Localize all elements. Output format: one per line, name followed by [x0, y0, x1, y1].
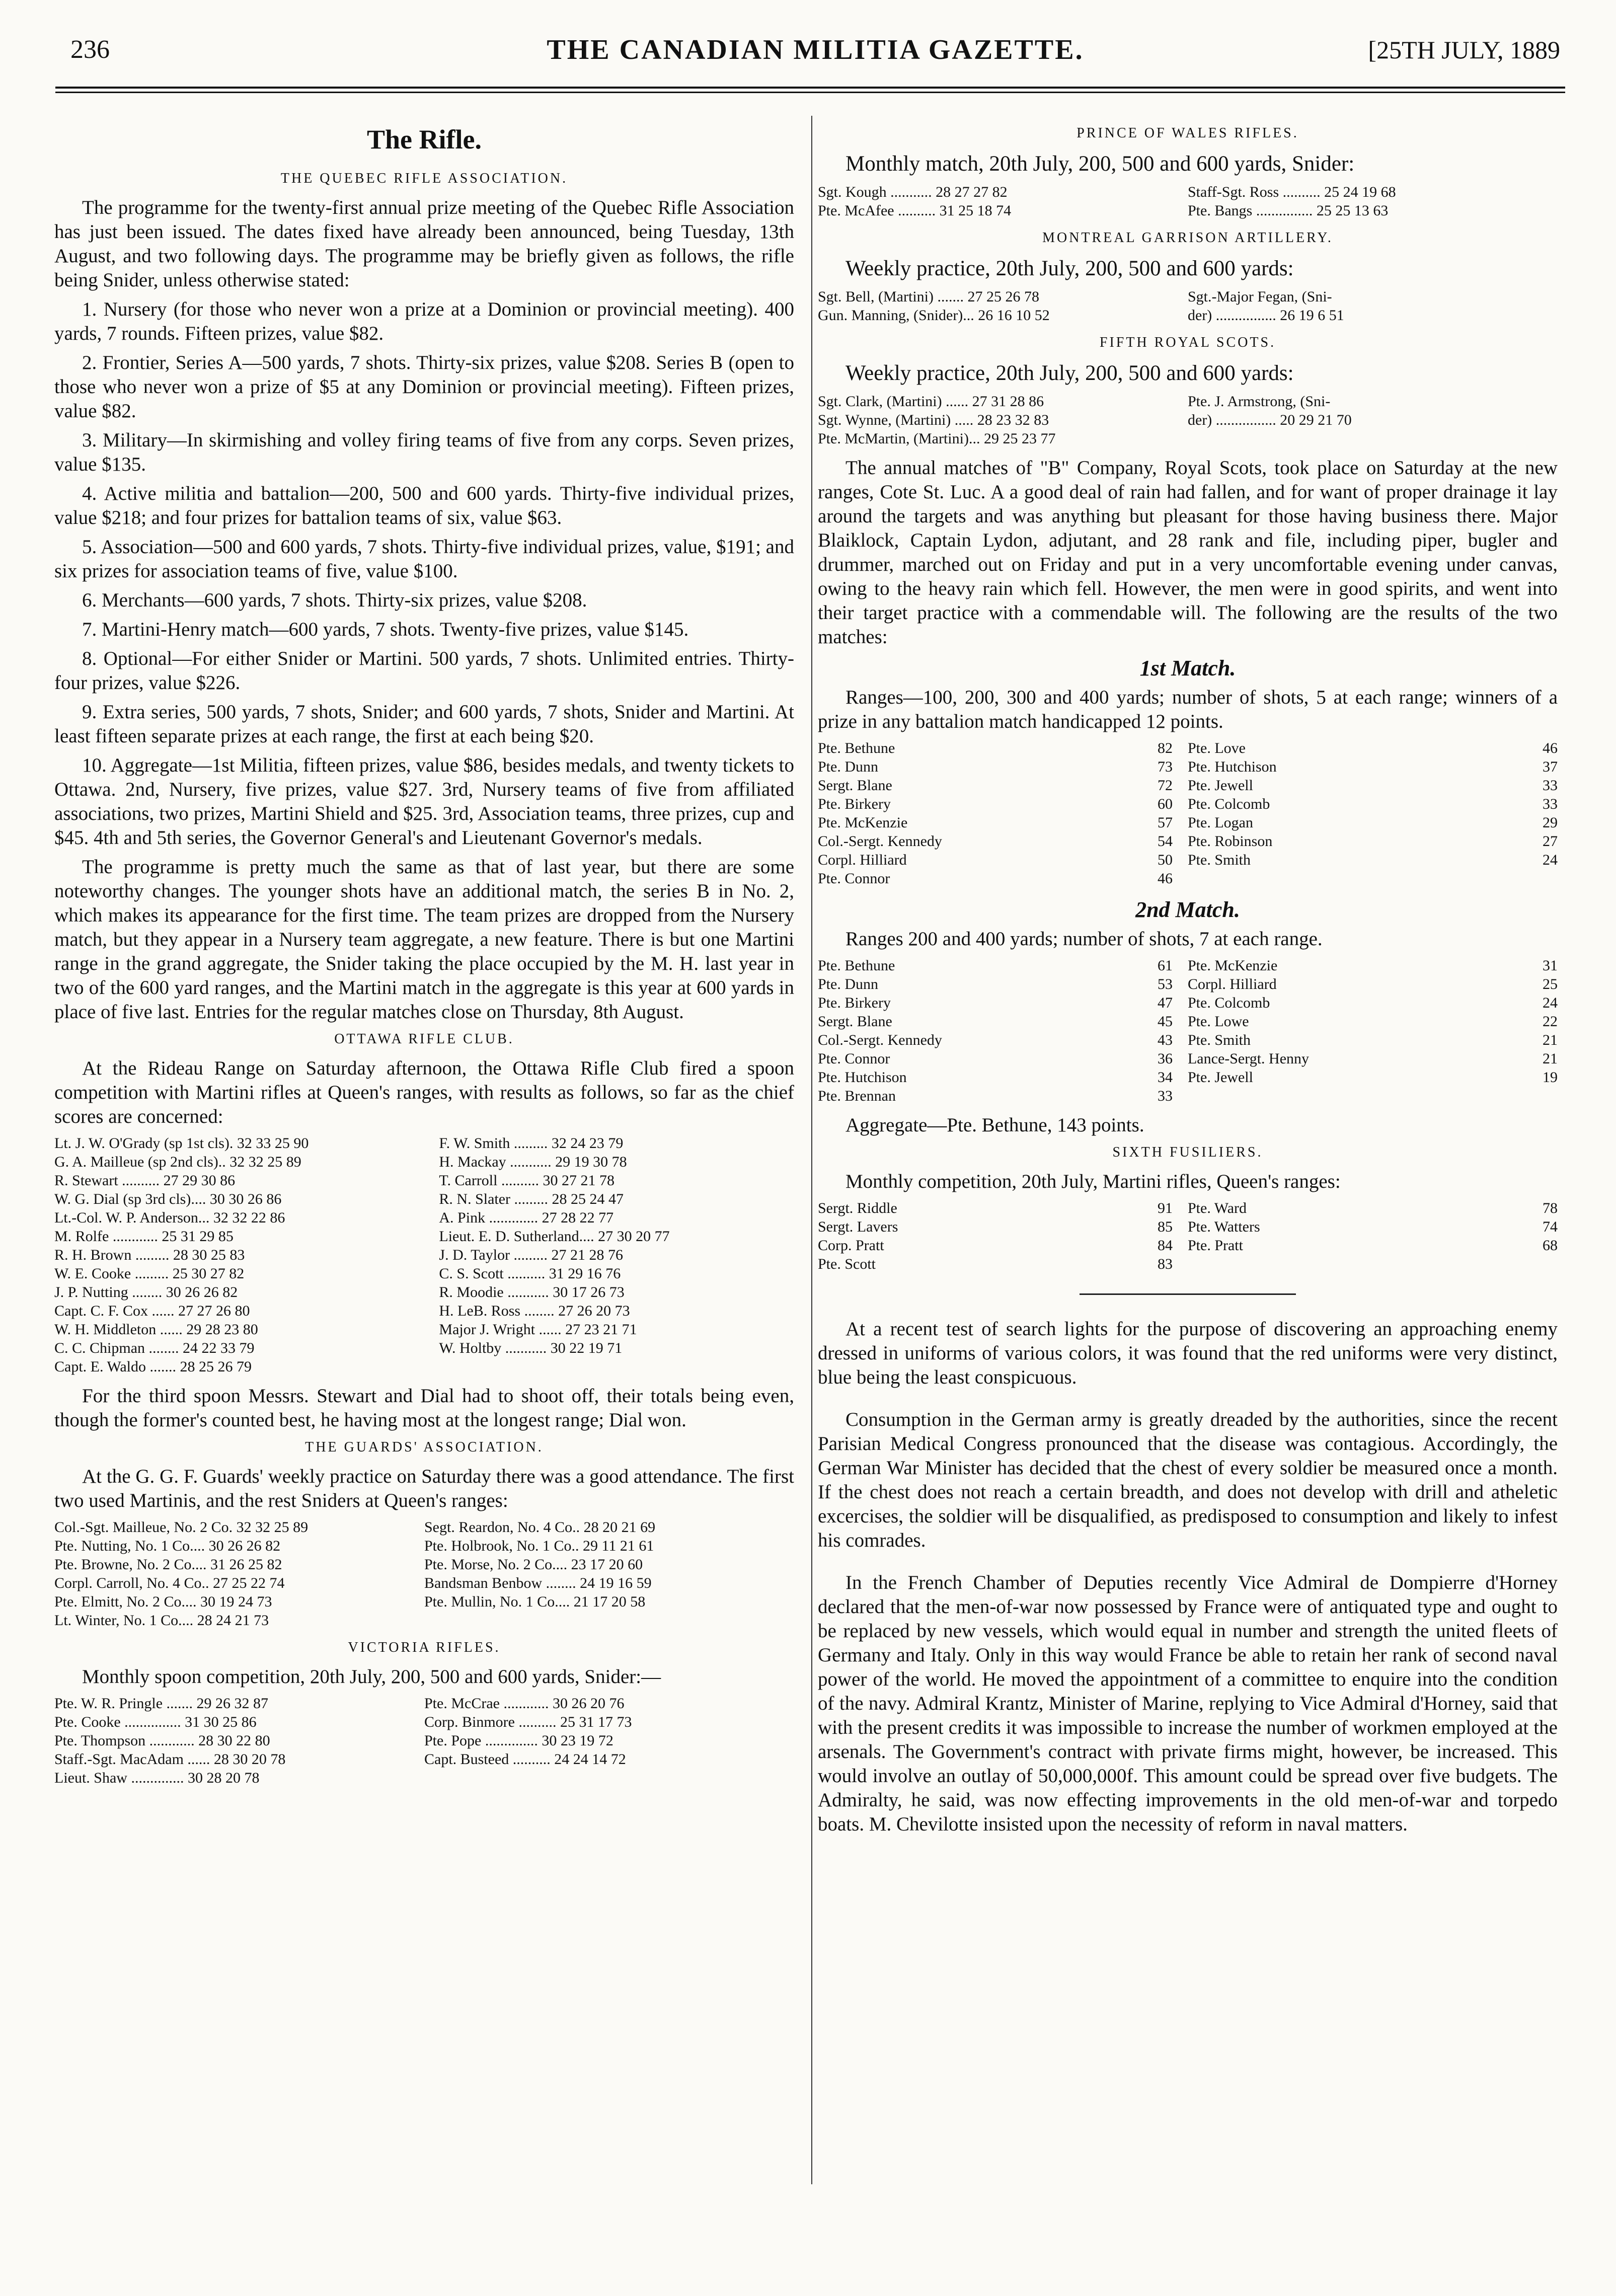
competitor-name: Lance-Sergt. Henny [1187, 1050, 1310, 1067]
competitor-score: 25 [1543, 976, 1558, 992]
table-cell [1188, 429, 1558, 448]
table-cell: Sgt. Wynne, (Martini) ..... 28 23 32 83 [818, 412, 1049, 428]
table-cell: Sgt. Kough ........... 28 27 27 82 [818, 184, 1008, 200]
competitor-score: 45 [1157, 1013, 1173, 1030]
competitor-name: Pte. Pratt [1187, 1237, 1243, 1254]
table-cell: R. N. Slater ......... 28 25 24 47 [439, 1191, 624, 1207]
competitor-name: Pte. Brennan [818, 1088, 896, 1104]
paragraph-french-navy: In the French Chamber of Deputies recently Vice Admiral de Dompierre d'Horney declared that the men-of-war now possessed by France were of antiquated type and ought to be replaced by new vessels, which would equal in number and strength the united fleets of Germany and Italy. Only in this way would France be able to retain her rank of second naval power of the world. He moved the appointment of a committee to enquire into the condition of the navy. Admiral Krantz, Minister of Marine, replying to Vice Admiral d'Horney, said that with the present credits it was impossible to increase the number of workmen employed at the arsenals. The Government's contract with private firms might, however, be increased. This would involve an outlay of 50,000,000f. This amount could be spread over five budgets. The Admiralty, he said, was now effecting improvements in the old men-of-war and torpedo boats. M. Chevilotte insisted upon the necessity of reform in naval matters. [818, 1572, 1558, 1835]
table-row [818, 993, 1558, 1012]
competitor-score: 54 [1157, 833, 1173, 850]
table-row [818, 183, 1558, 201]
table-row [818, 1199, 1558, 1217]
competitor-score: 68 [1543, 1237, 1558, 1254]
competitor-score: 50 [1157, 852, 1173, 868]
competitor-score: 33 [1543, 777, 1558, 794]
table-row [818, 813, 1558, 832]
table-cell: R. Stewart .......... 27 29 30 86 [54, 1172, 236, 1189]
section-heading-pwr: PRINCE OF WALES RIFLES. [1076, 125, 1299, 141]
section-heading-mga: MONTREAL GARRISON ARTILLERY. [1042, 230, 1333, 246]
section-heading-guards: THE GUARDS' ASSOCIATION. [305, 1439, 544, 1455]
header-rule-thin [55, 92, 1565, 93]
table-row [818, 739, 1558, 757]
table-cell: Lt.-Col. W. P. Anderson... 32 32 22 86 [54, 1209, 285, 1226]
table-cell: C. C. Chipman ........ 24 22 33 79 [54, 1340, 255, 1356]
table-cell: R. H. Brown ......... 28 30 25 83 [54, 1247, 245, 1263]
victoria-score-table [54, 1694, 794, 1787]
competitor-score: 21 [1543, 1050, 1558, 1067]
match-1-subtitle: Ranges—100, 200, 300 and 400 yards; number of shots, 5 at each range; winners of a prize in any battalion match handicapped 12 points. [818, 686, 1558, 732]
table-cell: M. Rolfe ............ 25 31 29 85 [54, 1228, 234, 1245]
competitor-name: Pte. Watters [1187, 1218, 1260, 1235]
competitor-name: Pte. Smith [1187, 852, 1251, 868]
pwr-subtitle: Monthly match, 20th July, 200, 500 and 600 yards, Snider: [845, 152, 1355, 176]
table-cell: W. H. Middleton ...... 29 28 23 80 [54, 1321, 258, 1338]
competitor-name: Pte. Connor [818, 1050, 890, 1067]
competitor-name: Pte. Birkery [818, 994, 891, 1011]
masthead-title: THE CANADIAN MILITIA GAZETTE. [547, 34, 1084, 65]
table-row [818, 832, 1558, 851]
section-heading-sf: SIXTH FUSILIERS. [1112, 1144, 1263, 1160]
competitor-score: 60 [1157, 796, 1173, 812]
qra-paragraph: 10. Aggregate—1st Militia, fifteen prizes, value $86, besides medals, and twenty tickets to Ottawa. 2nd, Nursery, five prizes, value $27. 3rd, Nursery teams of five from affiliated associations, two prizes, Martini Shield and $25. 3rd, Association teams, three prizes, cup and $45. 4th and 5th series, the Governor General's and Lieutenant Governor's medals. [54, 754, 794, 849]
table-cell: W. E. Cooke ......... 25 30 27 82 [54, 1265, 245, 1282]
aggregate-line: Aggregate—Pte. Bethune, 143 points. [845, 1114, 1144, 1136]
qra-paragraph: 9. Extra series, 500 yards, 7 shots, Snider; and 600 yards, 7 shots, Snider and Martini. At least fifteen separate prizes at each range, the first at each being $20. [54, 701, 794, 747]
table-row [818, 1031, 1558, 1049]
competitor-name: Sergt. Blane [818, 1013, 892, 1030]
section-heading-frs: FIFTH ROYAL SCOTS. [1099, 335, 1276, 350]
sf-subtitle: Monthly competition, 20th July, Martini rifles, Queen's ranges: [845, 1171, 1341, 1192]
table-row [818, 757, 1558, 776]
competitor-score: 24 [1543, 994, 1558, 1011]
table-row [54, 1246, 794, 1264]
competitor-score: 36 [1157, 1050, 1173, 1067]
competitor-name: Pte. Dunn [818, 976, 878, 992]
competitor-score: 34 [1157, 1069, 1173, 1086]
table-cell: Capt. Busteed .......... 24 24 14 72 [424, 1751, 626, 1768]
table-cell: Sgt. Bell, (Martini) ....... 27 25 26 78 [818, 288, 1039, 305]
article-title: The Rifle. [367, 124, 482, 155]
table-row [818, 429, 1558, 448]
competitor-name: Sergt. Lavers [818, 1218, 898, 1235]
table-cell: G. A. Mailleue (sp 2nd cls).. 32 32 25 89 [54, 1154, 301, 1170]
right-column [818, 123, 1558, 1842]
competitor-name: Pte. Smith [1187, 1032, 1251, 1048]
competitor-name: Pte. Logan [1187, 814, 1253, 831]
competitor-score: 61 [1157, 957, 1173, 974]
table-cell: Pte. Holbrook, No. 1 Co.. 29 11 21 61 [424, 1538, 654, 1554]
competitor-name: Pte. Dunn [818, 758, 878, 775]
table-row [54, 1518, 794, 1537]
competitor-score: 43 [1157, 1032, 1173, 1048]
table-cell: H. Mackay ........... 29 19 30 78 [439, 1154, 627, 1170]
table-row [54, 1611, 794, 1630]
competitor-score: 31 [1543, 957, 1558, 974]
qra-paragraph: 3. Military—In skirmishing and volley firing teams of five from any corps. Seven prizes, value $135. [54, 429, 794, 475]
competitor-name [1188, 1255, 1454, 1273]
table-row [54, 1339, 794, 1357]
table-cell: Pte. McMartin, (Martini)... 29 25 23 77 [818, 430, 1056, 447]
table-cell [424, 1769, 794, 1787]
competitor-score: 74 [1543, 1218, 1558, 1235]
sf-score-table [818, 1199, 1558, 1273]
frs-paragraph: The annual matches of "B" Company, Royal Scots, took place on Saturday at the new ranges, Cote St. Luc. A a good deal of rain had fallen, and for want of proper drainage it lay around the targets and was anything but pleasant for those having business there. Major Blaiklock, Captain Lydon, adjutant, and 28 rank and file, including piper, bugler and drummer, marched out on Friday and put in a very uncomfortable evening under canvas, owing to the heavy rain which fell. However, the men were in good spirits, and went into their target practice with a commendable will. The following are the results of the two matches: [818, 457, 1558, 648]
table-row [54, 1302, 794, 1320]
table-row [818, 975, 1558, 993]
competitor-name: Pte. Ward [1187, 1200, 1247, 1216]
table-cell: Lieut. E. D. Sutherland.... 27 30 20 77 [439, 1228, 670, 1245]
competitor-name: Col.-Sergt. Kennedy [818, 833, 942, 850]
competitor-score: 78 [1543, 1200, 1558, 1216]
section-divider [1080, 1293, 1296, 1295]
section-heading-qra: THE QUEBEC RIFLE ASSOCIATION. [280, 171, 568, 186]
competitor-name: Pte. Connor [818, 870, 890, 887]
match-2-heading: 2nd Match. [1135, 897, 1240, 922]
qra-paragraph: 1. Nursery (for those who never won a prize at a Dominion or provincial meeting). 400 yards, 7 rounds. Fifteen prizes, value $82. [54, 298, 794, 344]
table-row [818, 1012, 1558, 1031]
table-cell: W. Holtby ........... 30 22 19 71 [439, 1340, 623, 1356]
table-cell: C. S. Scott .......... 31 29 16 76 [439, 1265, 621, 1282]
table-row [818, 869, 1558, 888]
table-cell: W. G. Dial (sp 3rd cls).... 30 30 26 86 [54, 1191, 282, 1207]
competitor-score: 21 [1543, 1032, 1558, 1048]
competitor-name: Sergt. Riddle [818, 1200, 897, 1216]
match-2-subtitle: Ranges 200 and 400 yards; number of shots, 7 at each range. [845, 928, 1323, 950]
competitor-name: Pte. Hutchison [818, 1069, 907, 1086]
table-row [54, 1227, 794, 1246]
competitor-score: 33 [1157, 1088, 1173, 1104]
table-cell: R. Moodie ........... 30 17 26 73 [439, 1284, 625, 1300]
competitor-name: Pte. Birkery [818, 796, 891, 812]
table-cell: Major J. Wright ...... 27 23 21 71 [439, 1321, 637, 1338]
table-row [818, 1049, 1558, 1068]
table-cell [424, 1611, 794, 1630]
table-row [54, 1153, 794, 1171]
table-row [818, 1217, 1558, 1236]
table-cell: Col.-Sgt. Mailleue, No. 2 Co. 32 32 25 89 [54, 1519, 309, 1536]
competitor-name: Pte. McKenzie [818, 814, 908, 831]
qra-paragraph: 8. Optional—For either Snider or Martini. 500 yards, 7 shots. Unlimited entries. Thirty-four prizes, value $226. [54, 648, 794, 694]
guards-intro: At the G. G. F. Guards' weekly practice on Saturday there was a good attendance. The first two used Martinis, and the rest Sniders at Queen's ranges: [54, 1466, 794, 1511]
table-cell: Pte. Elmitt, No. 2 Co.... 30 19 24 73 [54, 1593, 272, 1610]
table-cell: J. D. Taylor ......... 27 21 28 76 [439, 1247, 624, 1263]
table-cell: Pte. McAfee .......... 31 25 18 74 [818, 202, 1012, 219]
match-1-heading: 1st Match. [1139, 656, 1236, 680]
table-cell: Pte. Mullin, No. 1 Co.... 21 17 20 58 [424, 1593, 646, 1610]
header-rule [55, 87, 1565, 89]
guards-score-table [54, 1518, 794, 1630]
competitor-score: 46 [1543, 740, 1558, 756]
left-column [54, 123, 794, 1795]
table-cell: Staff-Sgt. Ross .......... 25 24 19 68 [1188, 184, 1396, 200]
competitor-score: 91 [1157, 1200, 1173, 1216]
table-row [54, 1713, 794, 1731]
table-row [54, 1357, 794, 1376]
table-cell: der) ................ 26 19 6 51 [1188, 307, 1344, 324]
competitor-name: Pte. Scott [818, 1256, 876, 1272]
mga-score-table [818, 287, 1558, 325]
frs-score-table [818, 392, 1558, 448]
table-row [818, 201, 1558, 220]
table-cell: Pte. Thompson ............ 28 30 22 80 [54, 1732, 270, 1749]
table-row [54, 1750, 794, 1769]
qra-paragraph: The programme is pretty much the same as that of last year, but there are some noteworthy changes. The younger shots have an additional match, the series B in No. 2, which makes its appearance for the first time. The team prizes are dropped from the Nursery match, but they appear in a Nursery team aggregate, a new feature. There is but one Martini range in the grand aggregate, the Snider taking the place occupied by the M. H. last year in two of the 600 yard ranges, and the Martini match in the aggregate is this year at 600 yards in place of five last. Entries for the regular matches close on Thursday, 8th August. [54, 856, 794, 1023]
competitor-name: Corpl. Hilliard [1187, 976, 1277, 992]
competitor-score: 33 [1543, 796, 1558, 812]
table-cell: Pte. Morse, No. 2 Co.... 23 17 20 60 [424, 1556, 643, 1573]
competitor-name: Pte. Love [1187, 740, 1246, 756]
table-cell: Pte. Browne, No. 2 Co.... 31 26 25 82 [54, 1556, 282, 1573]
page-header [70, 34, 1560, 78]
table-cell: Corpl. Carroll, No. 4 Co.. 27 25 22 74 [54, 1575, 285, 1591]
table-row [818, 392, 1558, 411]
table-row [818, 1087, 1558, 1105]
table-row [54, 1731, 794, 1750]
orc-footer: For the third spoon Messrs. Stewart and Dial had to shoot off, their totals being even, though the former's counted best, he having most at the longest range; Dial won. [54, 1385, 794, 1431]
table-row [54, 1694, 794, 1713]
table-cell: Gun. Manning, (Snider)... 26 16 10 52 [818, 307, 1050, 324]
table-row [818, 1068, 1558, 1087]
competitor-name: Pte. Jewell [1187, 1069, 1253, 1086]
table-row [54, 1190, 794, 1208]
competitor-name: Pte. Bethune [818, 740, 895, 756]
table-cell: Pte. Pope .............. 30 23 19 72 [424, 1732, 613, 1749]
qra-programme [54, 196, 794, 1024]
table-cell: Capt. C. F. Cox ...... 27 27 26 80 [54, 1303, 250, 1319]
competitor-score: 83 [1157, 1256, 1173, 1272]
qra-paragraph: 2. Frontier, Series A—500 yards, 7 shots. Thirty-six prizes, value $208. Series B (open to those who never won a prize of $5 at any Dominion or provincial meeting). Fifteen prizes, value $82. [54, 352, 794, 422]
section-heading-victoria: VICTORIA RIFLES. [348, 1640, 501, 1655]
table-cell: Lt. J. W. O'Grady (sp 1st cls). 32 33 25 90 [54, 1135, 309, 1152]
qra-paragraph: 7. Martini-Henry match—600 yards, 7 shots. Twenty-five prizes, value $145. [82, 619, 689, 640]
competitor-score: 29 [1543, 814, 1558, 831]
table-cell: Capt. E. Waldo ....... 28 25 26 79 [54, 1358, 252, 1375]
orc-intro: At the Rideau Range on Saturday afternoon, the Ottawa Rifle Club fired a spoon competition with Martini rifles at Queen's ranges, with results as follows, so far as the chief scores are concerned: [54, 1057, 794, 1127]
competitor-name: Pte. McKenzie [1187, 957, 1278, 974]
competitor-name: Pte. Robinson [1187, 833, 1273, 850]
paragraph-searchlights: At a recent test of search lights for the purpose of discovering an approaching enemy dressed in uniforms of various colors, it was found that the red uniforms were very distinct, blue being the least conspicuous. [818, 1318, 1558, 1388]
table-cell: H. LeB. Ross ........ 27 26 20 73 [439, 1303, 630, 1319]
competitor-name: Corpl. Hilliard [818, 852, 907, 868]
competitor-score: 24 [1543, 852, 1558, 868]
competitor-score: 72 [1157, 777, 1173, 794]
qra-paragraph: The programme for the twenty-first annual prize meeting of the Quebec Rifle Association has just been issued. The dates fixed have already been announced, being Tuesday, 13th August, and two following days. The programme may be briefly given as follows, the rifle being Snider, unless otherwise stated: [54, 197, 794, 291]
section-heading-orc: OTTAWA RIFLE CLUB. [334, 1031, 514, 1047]
table-row [54, 1555, 794, 1574]
table-row [818, 956, 1558, 975]
competitor-score: 57 [1157, 814, 1173, 831]
table-cell: Sgt.-Major Fegan, (Sni- [1188, 288, 1332, 305]
table-row [54, 1264, 794, 1283]
competitor-name: Pte. Bethune [818, 957, 895, 974]
competitor-name: Pte. Hutchison [1187, 758, 1277, 775]
table-row [54, 1134, 794, 1153]
table-cell: Pte. McCrae ............ 30 26 20 76 [424, 1695, 625, 1712]
competitor-name: Pte. Lowe [1187, 1013, 1249, 1030]
match-2-score-table [818, 956, 1558, 1105]
table-row [818, 776, 1558, 795]
competitor-name: Pte. Jewell [1187, 777, 1253, 794]
competitor-name: Pte. Colcomb [1187, 796, 1270, 812]
table-cell: Staff.-Sgt. MacAdam ...... 28 30 20 78 [54, 1751, 286, 1768]
qra-paragraph: 6. Merchants—600 yards, 7 shots. Thirty-six prizes, value $208. [82, 589, 587, 611]
table-cell: Lt. Winter, No. 1 Co.... 28 24 21 73 [54, 1612, 269, 1629]
frs-subtitle: Weekly practice, 20th July, 200, 500 and 600 yards: [845, 361, 1294, 385]
table-cell: Pte. Cooke ............... 31 30 25 86 [54, 1714, 257, 1730]
competitor-name [1188, 1087, 1454, 1105]
table-row [818, 306, 1558, 325]
competitor-score [1454, 1087, 1558, 1105]
table-cell: Lieut. Shaw .............. 30 28 20 78 [54, 1770, 260, 1786]
table-row [54, 1574, 794, 1592]
table-cell: Pte. W. R. Pringle ....... 29 26 32 87 [54, 1695, 269, 1712]
competitor-score [1454, 1255, 1558, 1273]
column-divider [811, 116, 812, 2184]
table-row [54, 1769, 794, 1787]
issue-date: [25TH JULY, 1889 [1368, 36, 1560, 64]
table-cell: T. Carroll .......... 30 27 21 78 [439, 1172, 614, 1189]
table-row [54, 1283, 794, 1302]
competitor-name: Corp. Pratt [818, 1237, 884, 1254]
table-cell [439, 1357, 794, 1376]
competitor-score: 85 [1157, 1218, 1173, 1235]
competitor-score: 19 [1543, 1069, 1558, 1086]
competitor-score: 84 [1157, 1237, 1173, 1254]
table-row [54, 1171, 794, 1190]
table-cell: der) ................ 20 29 21 70 [1188, 412, 1352, 428]
mga-subtitle: Weekly practice, 20th July, 200, 500 and 600 yards: [845, 257, 1294, 280]
table-cell: Bandsman Benbow ........ 24 19 16 59 [424, 1575, 652, 1591]
table-row [818, 1236, 1558, 1255]
competitor-score: 27 [1543, 833, 1558, 850]
table-row [54, 1537, 794, 1555]
table-cell: A. Pink ............. 27 28 22 77 [439, 1209, 614, 1226]
table-row [818, 795, 1558, 813]
orc-score-table [54, 1134, 794, 1376]
table-row [54, 1320, 794, 1339]
table-cell: Pte. Bangs ............... 25 25 13 63 [1188, 202, 1389, 219]
competitor-name [1188, 869, 1454, 888]
qra-paragraph: 5. Association—500 and 600 yards, 7 shots. Thirty-five individual prizes, value, $191; and six prizes for association teams of five, value $100. [54, 536, 794, 582]
competitor-name: Pte. Colcomb [1187, 994, 1270, 1011]
table-cell: F. W. Smith ......... 32 24 23 79 [439, 1135, 624, 1152]
table-cell: Sgt. Clark, (Martini) ...... 27 31 28 86 [818, 393, 1044, 410]
paragraph-consumption: Consumption in the German army is greatly dreaded by the authorities, since the recent Parisian Medical Congress pronounced that the disease was contagious. Accordingly, the German War Minister has decided that the chest of every soldier be measured once a month. If the chest does not reach a certain breadth, and does not develop with drill and atheletic excercises, the soldier will be disqualified, as predisposed to consumption and likely to infest his comrades. [818, 1409, 1558, 1551]
competitor-score: 82 [1157, 740, 1173, 756]
pwr-score-table [818, 183, 1558, 220]
competitor-score: 53 [1157, 976, 1173, 992]
page-number: 236 [70, 35, 110, 64]
table-cell: Pte. Nutting, No. 1 Co.... 30 26 26 82 [54, 1538, 281, 1554]
table-cell: Pte. J. Armstrong, (Sni- [1188, 393, 1331, 410]
competitor-score: 37 [1543, 758, 1558, 775]
table-row [818, 287, 1558, 306]
competitor-name: Sergt. Blane [818, 777, 892, 794]
competitor-score: 47 [1157, 994, 1173, 1011]
table-row [818, 851, 1558, 869]
victoria-intro: Monthly spoon competition, 20th July, 200, 500 and 600 yards, Snider:— [82, 1666, 661, 1688]
table-cell: Corp. Binmore .......... 25 31 17 73 [424, 1714, 632, 1730]
competitor-score: 73 [1157, 758, 1173, 775]
table-cell: J. P. Nutting ........ 30 26 26 82 [54, 1284, 238, 1300]
table-row [818, 411, 1558, 429]
competitor-score: 22 [1543, 1013, 1558, 1030]
table-cell: Segt. Reardon, No. 4 Co.. 28 20 21 69 [424, 1519, 656, 1536]
table-row [54, 1208, 794, 1227]
qra-paragraph: 4. Active militia and battalion—200, 500 and 600 yards. Thirty-five individual prizes, value $218; and four prizes for battalion teams of six, value $63. [54, 483, 794, 528]
competitor-name: Col.-Sergt. Kennedy [818, 1032, 942, 1048]
match-1-score-table [818, 739, 1558, 888]
table-row [818, 1255, 1558, 1273]
table-row [54, 1592, 794, 1611]
competitor-score [1454, 869, 1558, 888]
competitor-score: 46 [1157, 870, 1173, 887]
